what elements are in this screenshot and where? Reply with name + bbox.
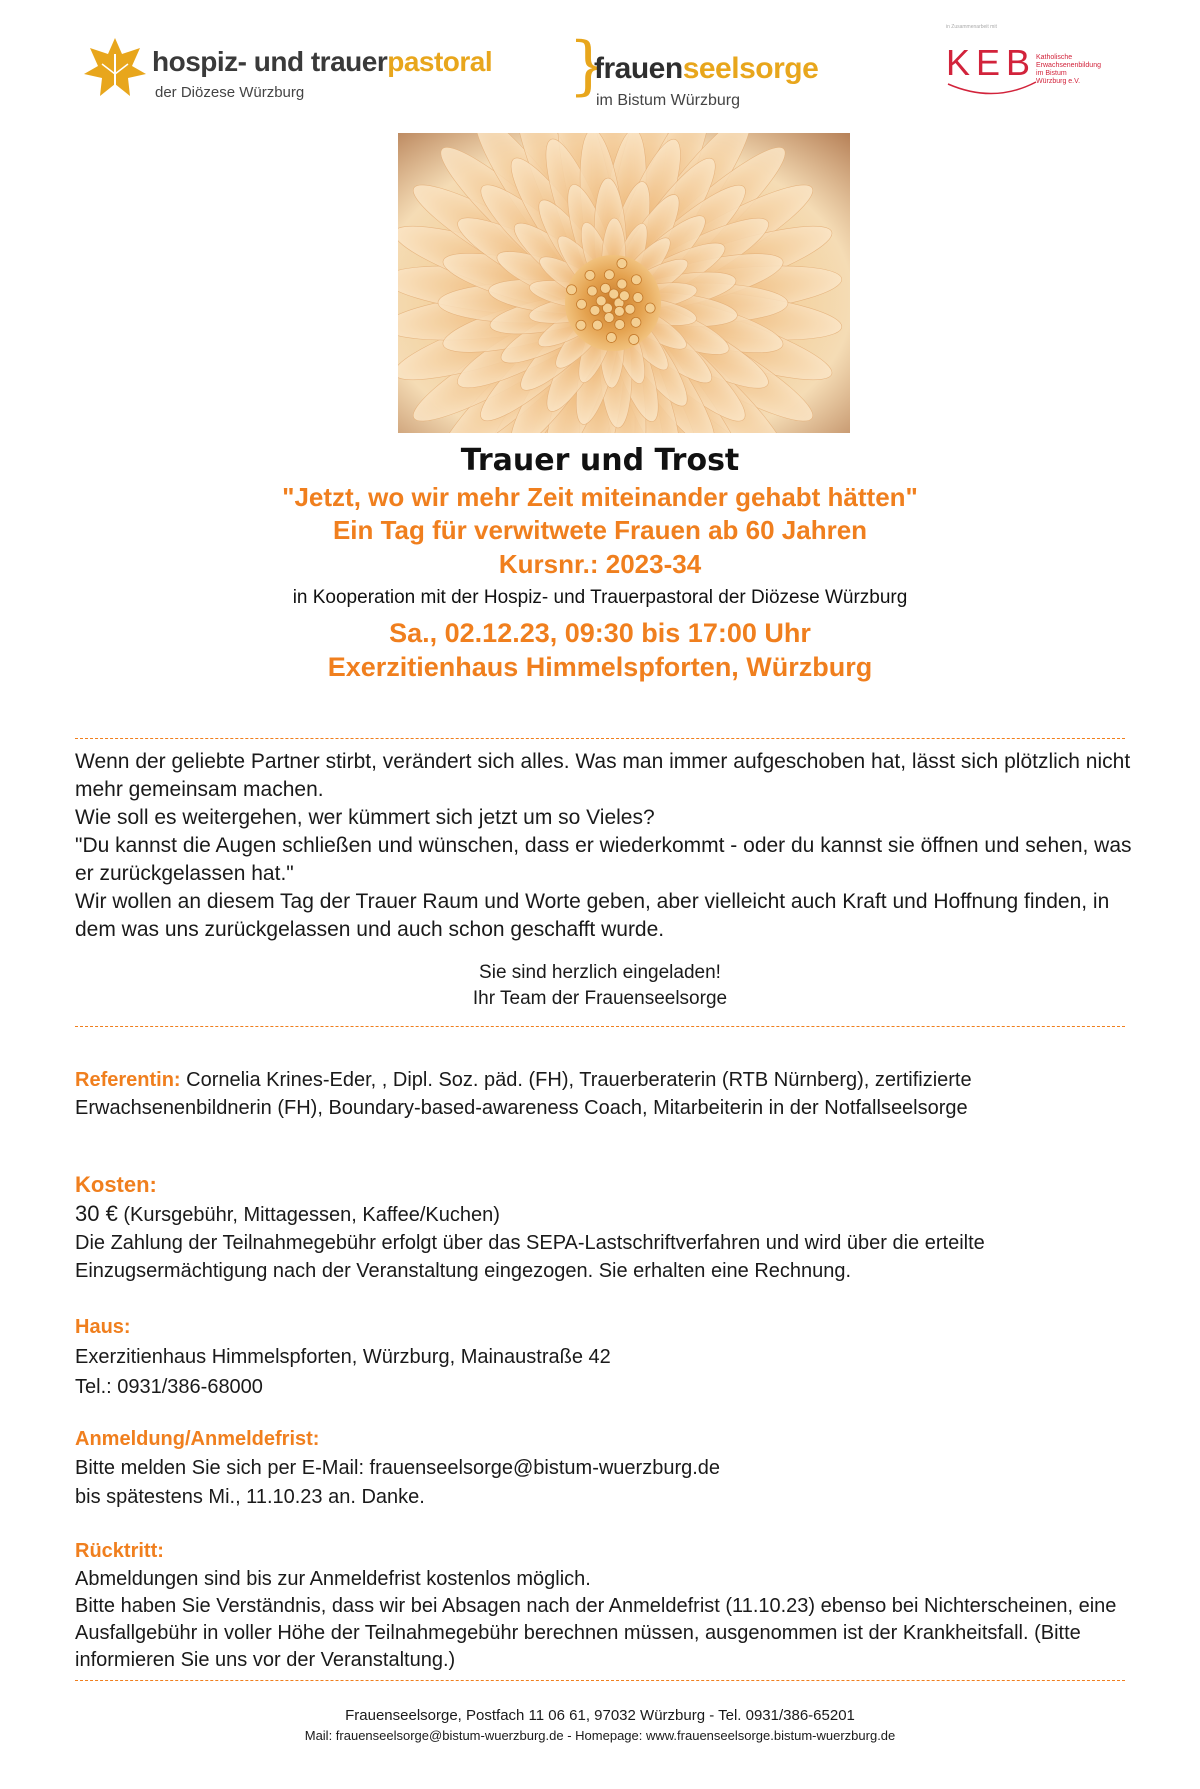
speaker-text: Cornelia Krines-Eder, , Dipl. Soz. päd. (FH), Trauerberaterin (RTB Nürnberg), zertifizierte Erwachsenenbildnerin (FH), Boundary-based-awareness Coach, Mitarbeiterin in der Notfallseelsorge bbox=[75, 1069, 972, 1119]
intro-line: "Du kannst die Augen schließen und wünschen, dass er wiederkommt - oder du kannst sie öffnen und sehen, was er zurückgelassen hat." bbox=[75, 834, 1132, 885]
keb-logo bbox=[940, 24, 1140, 130]
divider bbox=[75, 738, 1125, 739]
team-signature: Ihr Team der Frauenseelsorge bbox=[472, 988, 728, 1009]
costs-heading: Kosten: bbox=[75, 1172, 157, 1197]
keb-wordmark: KEB bbox=[946, 42, 1037, 83]
frauenseelsorge-logo-title: frauenseelsorge bbox=[594, 52, 819, 85]
course-number: Kursnr.: 2023-34 bbox=[498, 549, 702, 579]
house-phone: Tel.: 0931/386-68000 bbox=[75, 1376, 263, 1398]
intro-line: Wie soll es weitergehen, wer kümmert sich jetzt um so Vieles? bbox=[75, 806, 655, 829]
house-section bbox=[75, 1342, 1135, 1402]
ivy-leaf-icon bbox=[82, 34, 148, 100]
keb-side-text: Katholische Erwachsenenbildung im Bistum Würzburg e.V. bbox=[1036, 54, 1101, 85]
costs-amount: 30 € bbox=[75, 1201, 118, 1226]
intro-line: Wenn der geliebte Partner stirbt, verändert sich alles. Was man immer aufgeschoben hat, lässt sich plötzlich nicht mehr gemeinsam machen. bbox=[75, 750, 1131, 801]
intro-text bbox=[75, 748, 1135, 944]
event-subtitle: "Jetzt, wo wir mehr Zeit miteinander gehabt hätten" bbox=[282, 482, 918, 512]
house-heading: Haus: bbox=[75, 1316, 131, 1338]
hospiz-logo-subtitle: der Diözese Würzburg bbox=[155, 84, 305, 101]
withdrawal-section bbox=[75, 1566, 1135, 1674]
withdrawal-heading: Rücktritt: bbox=[75, 1540, 164, 1562]
invitation-line: Sie sind herzlich eingeladen! bbox=[479, 962, 721, 983]
registration-deadline: bis spätestens Mi., 11.10.23 an. Danke. bbox=[75, 1486, 425, 1508]
cooperation-note: in Kooperation mit der Hospiz- und Trauerpastoral der Diözese Würzburg bbox=[292, 587, 908, 608]
event-title: Trauer und Trost bbox=[460, 443, 740, 478]
intro-line: Wir wollen an diesem Tag der Trauer Raum und Worte geben, aber vielleicht auch Kraft und Hoffnung finden, in dem was uns zurückgelassen und auch schon geschafft wurde. bbox=[75, 890, 1110, 941]
withdrawal-fee: Bitte haben Sie Verständnis, dass wir bei Absagen nach der Anmeldefrist (11.10.23) ebenso bei Nichterscheinen, eine Ausfallgebühr in voller Höhe der Teilnahmegebühr berechnen müssen, ausgenommen ist der Krankheitsfall. (Bitte informieren Sie uns vor der Veranstaltung.) bbox=[75, 1595, 1117, 1671]
registration-heading: Anmeldung/Anmeldefrist: bbox=[75, 1428, 320, 1450]
event-target-group: Ein Tag für verwitwete Frauen ab 60 Jahren bbox=[332, 515, 868, 545]
costs-payment: Die Zahlung der Teilnahmegebühr erfolgt über das SEPA-Lastschriftverfahren und wird über die erteilte Einzugsermächtigung nach der Veranstaltung eingezogen. Sie erhalten eine Rechnung. bbox=[75, 1232, 985, 1282]
footer-address: Frauenseelsorge, Postfach 11 06 61, 97032 Würzburg - Tel. 0931/386-65201 bbox=[345, 1707, 855, 1724]
footer-contact: Mail: frauenseelsorge@bistum-wuerzburg.de - Homepage: www.frauenseelsorge.bistum-wuerzburg.de bbox=[304, 1728, 896, 1743]
registration-email: Bitte melden Sie sich per E-Mail: frauenseelsorge@bistum-wuerzburg.de bbox=[75, 1457, 721, 1479]
brace-icon: } bbox=[568, 29, 609, 103]
frauenseelsorge-logo-subtitle: im Bistum Würzburg bbox=[596, 92, 741, 109]
keb-tiny-caption: in Zusammenarbeit mit bbox=[946, 24, 997, 30]
house-address: Exerzitienhaus Himmelspforten, Würzburg, Mainaustraße 42 bbox=[75, 1346, 611, 1368]
costs-section bbox=[75, 1200, 1135, 1285]
event-venue: Exerzitienhaus Himmelspforten, Würzburg bbox=[327, 652, 873, 682]
header-logos bbox=[0, 24, 1200, 130]
keb-swoosh-icon bbox=[944, 80, 1040, 100]
registration-section bbox=[75, 1454, 1135, 1512]
divider bbox=[75, 1680, 1125, 1681]
event-date: Sa., 02.12.23, 09:30 bis 17:00 Uhr bbox=[389, 618, 811, 648]
frauenseelsorge-logo bbox=[568, 29, 848, 120]
hospiz-trauerpastoral-logo bbox=[82, 34, 502, 114]
speaker-label: Referentin: bbox=[75, 1069, 181, 1091]
costs-amount-detail: (Kursgebühr, Mittagessen, Kaffee/Kuchen) bbox=[117, 1204, 500, 1226]
flower-photo bbox=[398, 133, 850, 433]
speaker-section bbox=[75, 1066, 1135, 1122]
divider bbox=[75, 1026, 1125, 1027]
withdrawal-free: Abmeldungen sind bis zur Anmeldefrist kostenlos möglich. bbox=[75, 1568, 591, 1590]
hospiz-logo-title: hospiz- und trauerpastoral bbox=[152, 46, 493, 77]
